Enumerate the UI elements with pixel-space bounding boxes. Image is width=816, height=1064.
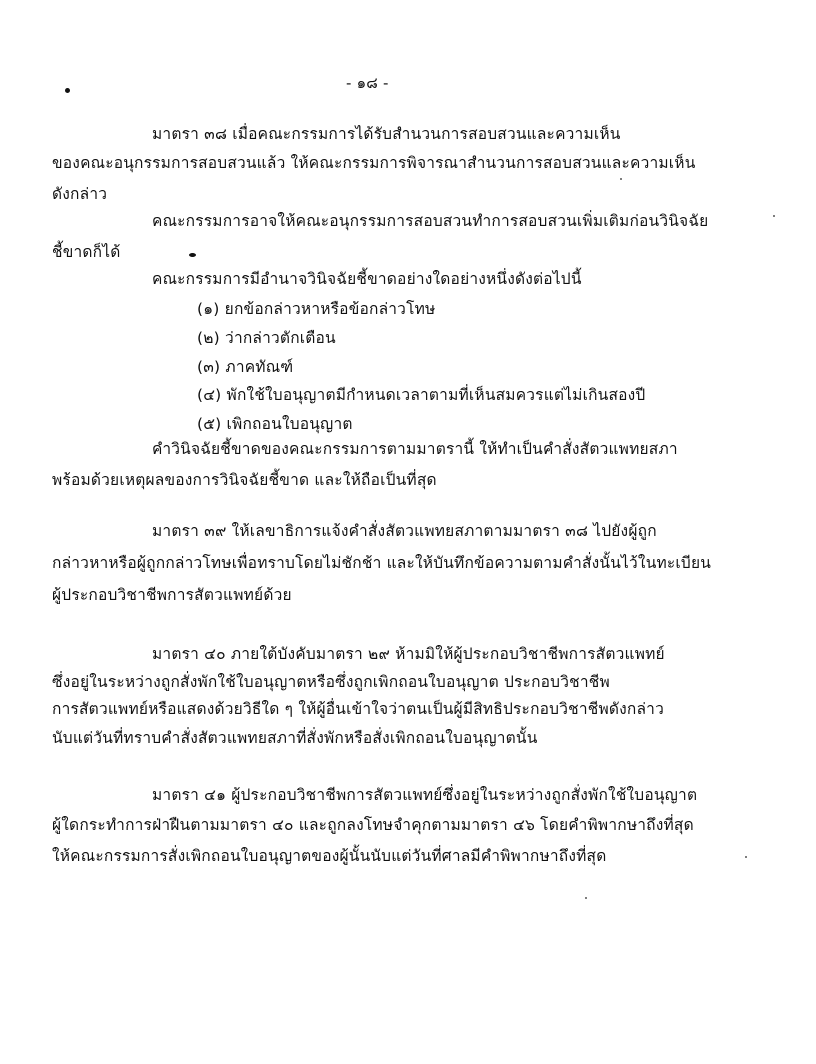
- scan-speck: [745, 856, 747, 858]
- section-38-line: ของคณะอนุกรรมการสอบสวนแล้ว ให้คณะกรรมการพิจารณาสำนวนการสอบสวนและความเห็น: [52, 154, 696, 172]
- scan-mark-dot: [189, 253, 196, 257]
- section-38-line: คำวินิจฉัยชี้ขาดของคณะกรรมการตามมาตรานี้ ให้ทำเป็นคำสั่งสัตวแพทยสภา: [152, 440, 678, 458]
- section-38-list-item: (๑) ยกข้อกล่าวหาหรือข้อกล่าวโทษ: [197, 300, 436, 318]
- scan-speck: [773, 215, 775, 217]
- section-38-line: มาตรา ๓๘ เมื่อคณะกรรมการได้รับสำนวนการสอบสวนและความเห็น: [152, 125, 621, 143]
- section-39-line: ผู้ประกอบวิชาชีพการสัตวแพทย์ด้วย: [52, 586, 292, 604]
- section-40-line: มาตรา ๔๐ ภายใต้บังคับมาตรา ๒๙ ห้ามมิให้ผู้ประกอบวิชาชีพการสัตวแพทย์: [152, 645, 665, 663]
- section-39-line: มาตรา ๓๙ ให้เลขาธิการแจ้งคำสั่งสัตวแพทยสภาตามมาตรา ๓๘ ไปยังผู้ถูก: [152, 522, 657, 540]
- section-38-line: คณะกรรมการอาจให้คณะอนุกรรมการสอบสวนทำการสอบสวนเพิ่มเติมก่อนวินิจฉัย: [152, 212, 709, 230]
- section-38-line: คณะกรรมการมีอำนาจวินิจฉัยชี้ขาดอย่างใดอย่างหนึ่งดังต่อไปนี้: [152, 270, 582, 288]
- section-41-line: มาตรา ๔๑ ผู้ประกอบวิชาชีพการสัตวแพทย์ซึ่งอยู่ในระหว่างถูกสั่งพักใช้ใบอนุญาต: [152, 786, 698, 804]
- scan-speck: [620, 178, 622, 180]
- section-40-line: การสัตวแพทย์หรือแสดงด้วยวิธีใด ๆ ให้ผู้อื่นเข้าใจว่าตนเป็นผู้มีสิทธิประกอบวิชาชีพดังกล่าว: [52, 700, 664, 718]
- section-41-line: ผู้ใดกระทำการฝ่าฝืนตามมาตรา ๔๐ และถูกลงโทษจำคุกตามมาตรา ๔๖ โดยคำพิพากษาถึงที่สุด: [52, 816, 694, 834]
- scan-speck: [585, 897, 587, 899]
- section-38-line: ชี้ขาดก็ได้: [52, 243, 121, 261]
- scan-mark-dot: [65, 88, 70, 93]
- section-38-list-item: (๓) ภาคทัณฑ์: [197, 358, 294, 376]
- section-38-line: ดังกล่าว: [52, 185, 108, 203]
- section-38-line: พร้อมด้วยเหตุผลของการวินิจฉัยชี้ขาด และให้ถือเป็นที่สุด: [52, 471, 437, 489]
- section-40-line: นับแต่วันที่ทราบคำสั่งสัตวแพทยสภาที่สั่งพักหรือสั่งเพิกถอนใบอนุญาตนั้น: [52, 729, 538, 747]
- section-39-line: กล่าวหาหรือผู้ถูกกล่าวโทษเพื่อทราบโดยไม่ชักช้า และให้บันทึกข้อความตามคำสั่งนั้นไว้ในทะเบียน: [52, 554, 712, 572]
- page-number: - ๑๘ -: [346, 74, 389, 92]
- section-40-line: ซึ่งอยู่ในระหว่างถูกสั่งพักใช้ใบอนุญาตหรือซึ่งถูกเพิกถอนใบอนุญาต ประกอบวิชาชีพ: [52, 673, 610, 691]
- section-38-list-item: (๒) ว่ากล่าวตักเตือน: [197, 329, 336, 347]
- section-38-list-item: (๔) พักใช้ใบอนุญาตมีกำหนดเวลาตามที่เห็นสมควรแต่ไม่เกินสองปี: [197, 386, 646, 404]
- section-41-line: ให้คณะกรรมการสั่งเพิกถอนใบอนุญาตของผู้นั้นนับแต่วันที่ศาลมีคำพิพากษาถึงที่สุด: [52, 847, 607, 865]
- section-38-list-item: (๕) เพิกถอนใบอนุญาต: [197, 415, 353, 433]
